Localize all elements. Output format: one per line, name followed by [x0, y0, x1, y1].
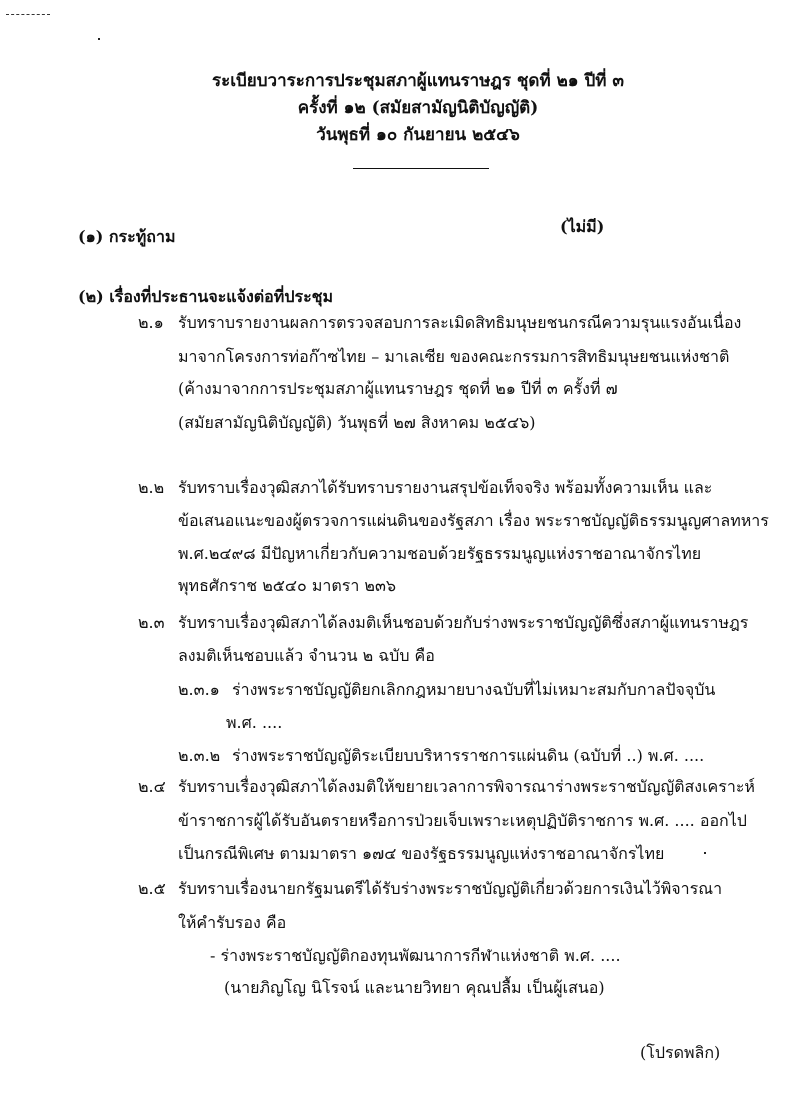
item-2-3-2-line-1: ร่างพระราชบัญญัติระเบียบบริหารราชการแผ่นดิน (ฉบับที่ ..) พ.ศ. ....: [232, 746, 705, 765]
item-2-1-line-3: (ค้างมาจากการประชุมสภาผู้แทนราษฎร ชุดที่ ๒๑ ปีที่ ๓ ครั้งที่ ๗: [178, 379, 618, 398]
item-2-4-line-2: ข้าราชการผู้ได้รับอันตรายหรือการป่วยเจ็บเพราะเหตุปฏิบัติราชการ พ.ศ. .... ออกไป: [178, 811, 747, 830]
section-1-status: (ไม่มี): [560, 217, 605, 236]
item-2-2-line-2: ข้อเสนอแนะของผู้ตรวจการแผ่นดินของรัฐสภา เรื่อง พระราชบัญญัติธรรมนูญศาลทหาร: [178, 511, 769, 530]
item-2-2-line-4: พุทธศักราช ๒๕๔๐ มาตรา ๒๓๖: [178, 576, 397, 595]
item-2-1-line-4: (สมัยสามัญนิติบัญญัติ) วันพุธที่ ๒๗ สิงหาคม ๒๕๔๖): [178, 413, 536, 432]
item-2-4-line-3: เป็นกรณีพิเศษ ตามมาตรา ๑๗๔ ของรัฐธรรมนูญแห่งราชอาณาจักรไทย: [178, 844, 665, 863]
item-2-5-proposer: (นายภิญโญ นิโรจน์ และนายวิทยา คุณปลื้ม เป็นผู้เสนอ): [224, 978, 605, 997]
item-2-2-line-1: รับทราบเรื่องวุฒิสภาได้รับทราบรายงานสรุปข้อเท็จจริง พร้อมทั้งความเห็น และ: [178, 478, 713, 497]
item-2-5-line-1: รับทราบเรื่องนายกรัฐมนตรีได้รับร่างพระราชบัญญัติเกี่ยวด้วยการเงินไว้พิจารณา: [178, 879, 723, 898]
item-2-1-number: ๒.๑: [138, 313, 164, 332]
section-2-heading: (๒) เรื่องที่ประธานจะแจ้งต่อที่ประชุม: [78, 287, 334, 306]
item-2-1-line-2: มาจากโครงการท่อก๊าซไทย – มาเลเซีย ของคณะกรรมการสิทธิมนุษยชนแห่งชาติ: [178, 347, 730, 366]
scan-artifact: [6, 14, 50, 17]
turn-over-note: (โปรดพลิก): [640, 1043, 721, 1062]
item-2-3-1-line-2: พ.ศ. ....: [226, 713, 283, 732]
item-2-3-line-1: รับทราบเรื่องวุฒิสภาได้ลงมติเห็นชอบด้วยกับร่างพระราชบัญญัติซึ่งสภาผู้แทนราษฎร: [178, 613, 749, 632]
item-2-5-bill: - ร่างพระราชบัญญัติกองทุนพัฒนาการกีฬาแห่งชาติ พ.ศ. ....: [210, 946, 621, 965]
item-2-3-1-line-1: ร่างพระราชบัญญัติยกเลิกกฎหมายบางฉบับที่ไม่เหมาะสมกับกาลปัจจุบัน: [232, 680, 716, 699]
item-2-2-number: ๒.๒: [138, 478, 165, 497]
header-line-3: วันพุธที่ ๑๐ กันยายน ๒๕๔๖: [316, 125, 520, 145]
item-2-2-line-3: พ.ศ.๒๔๙๘ มีปัญหาเกี่ยวกับความชอบด้วยรัฐธรรมนูญแห่งราชอาณาจักรไทย: [178, 544, 702, 563]
item-2-1-line-1: รับทราบรายงานผลการตรวจสอบการละเมิดสิทธิมนุษยชนกรณีความรุนแรงอันเนื่อง: [178, 313, 742, 332]
item-2-4-number: ๒.๔: [138, 777, 166, 796]
header-line-2: ครั้งที่ ๑๒ (สมัยสามัญนิติบัญญัติ): [297, 98, 539, 118]
item-2-3-2-number: ๒.๓.๒: [178, 746, 221, 765]
item-2-3-1-number: ๒.๓.๑: [178, 680, 220, 699]
item-2-4-line-1: รับทราบเรื่องวุฒิสภาได้ลงมติให้ขยายเวลาการพิจารณาร่างพระราชบัญญัติสงเคราะห์: [178, 777, 755, 796]
item-2-3-line-2: ลงมติเห็นชอบแล้ว จำนวน ๒ ฉบับ คือ: [178, 646, 435, 665]
header-divider: [353, 168, 489, 169]
scan-speck: [704, 852, 706, 854]
document-header: [0, 68, 800, 149]
item-2-5-number: ๒.๕: [138, 879, 166, 898]
header-line-1: ระเบียบวาระการประชุมสภาผู้แทนราษฎร ชุดที่ ๒๑ ปีที่ ๓: [211, 71, 625, 91]
scan-speck: [98, 38, 100, 40]
item-2-3-number: ๒.๓: [138, 613, 165, 632]
item-2-5-line-2: ให้คำรับรอง คือ: [178, 913, 287, 932]
section-1-heading: (๑) กระทู้ถาม: [78, 227, 176, 246]
